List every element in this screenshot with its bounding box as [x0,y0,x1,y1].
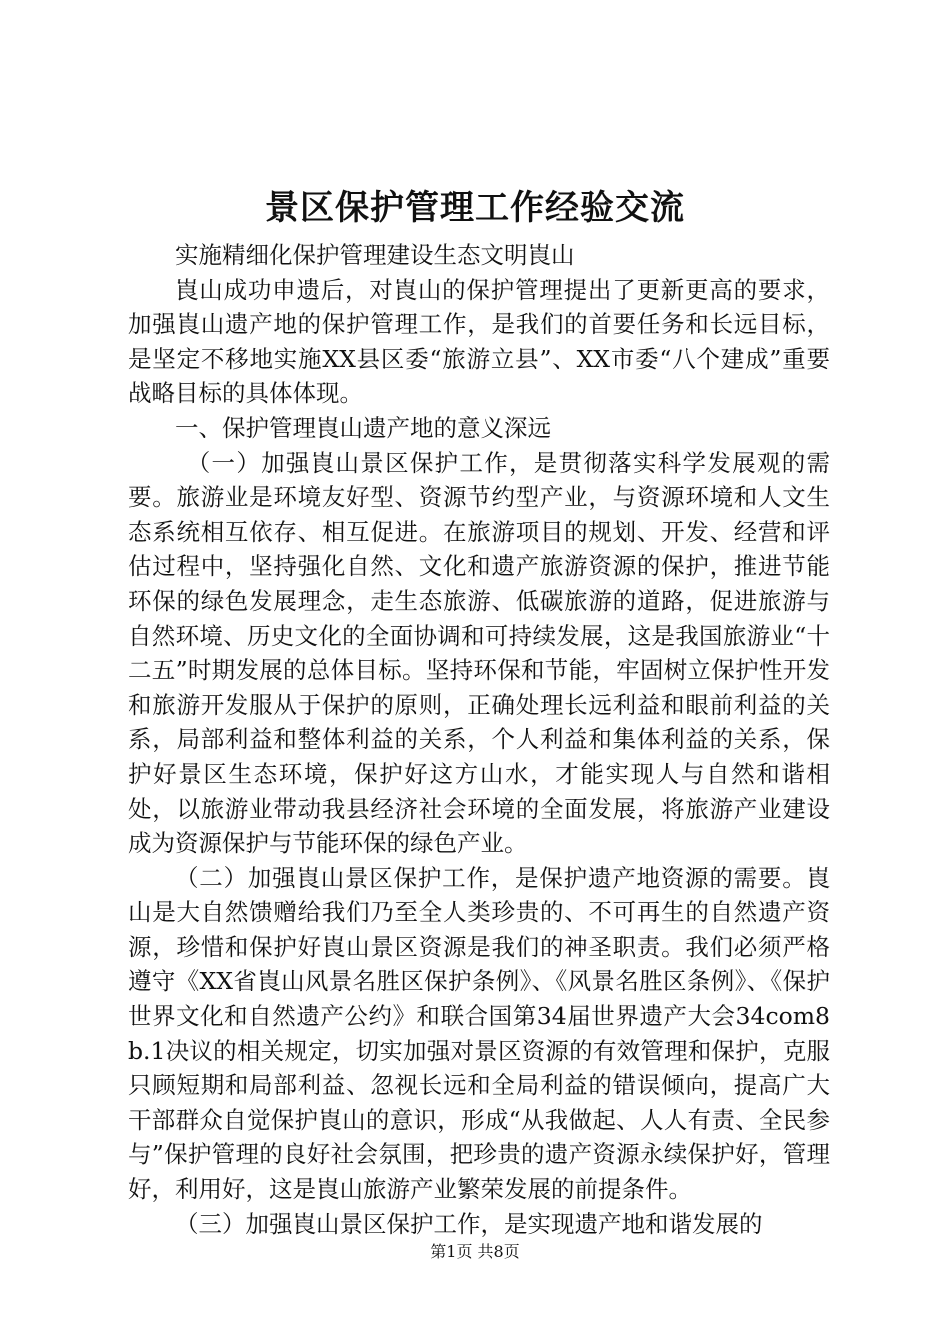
paragraph-item-1: （一）加强崀山景区保护工作，是贯彻落实科学发展观的需要。旅游业是环境友好型、资源节约型产业，与资源环境和人文生态系统相互依存、相互促进。在旅游项目的规划、开发、经营和评估过程中，坚持强化自然、文化和遗产旅游资源的保护，推进节能环保的绿色发展理念，走生态旅游、低碳旅游的道路，促进旅游与自然环境、历史文化的全面协调和可持续发展，这是我国旅游业“十二五”时期发展的总体目标。坚持环保和节能，牢固树立保护性开发和旅游开发服从于保护的原则，正确处理长远利益和眼前利益的关系，局部利益和整体利益的关系，个人利益和集体利益的关系，保护好景区生态环境，保护好这方山水，才能实现人与自然和谐相处，以旅游业带动我县经济社会环境的全面发展，将旅游产业建设成为资源保护与节能环保的绿色产业。 [128,448,830,858]
paragraph-item-2: （二）加强崀山景区保护工作，是保护遗产地资源的需要。崀山是大自然馈赠给我们乃至全人类珍贵的、不可再生的自然遗产资源，珍惜和保护好崀山景区资源是我们的神圣职责。我们必须严格遵守《XX省崀山风景名胜区保护条例》、《风景名胜区条例》、《保护世界文化和自然遗产公约》和联合国第34届世界遗产大会34com8b.1决议的相关规定，切实加强对景区资源的有效管理和保护，克服只顾短期和局部利益、忽视长远和全局利益的错误倾向，提高广大干部群众自觉保护崀山的意识，形成“从我做起、人人有责、全民参与”保护管理的良好社会氛围，把珍贵的遗产资源永续保护好，管理好，利用好，这是崀山旅游产业繁荣发展的前提条件。 [128,863,830,1204]
document-title: 景区保护管理工作经验交流 [265,188,685,228]
paragraph-item-3: （三）加强崀山景区保护工作，是实现遗产地和谐发展的 [175,1209,763,1238]
paragraph-intro: 崀山成功申遗后，对崀山的保护管理提出了更新更高的要求，加强崀山遗产地的保护管理工作，是我们的首要任务和长远目标，是坚定不移地实施XX县区委“旅游立县”、XX市委“八个建成”重要战略目标的具体体现。 [128,275,830,408]
paragraph-subtitle: 实施精细化保护管理建设生态文明崀山 [175,241,575,269]
section-heading-1: 一、保护管理崀山遗产地的意义深远 [175,413,551,442]
page-number-footer: 第1页 共8页 [430,1242,520,1261]
document-body [128,238,830,1241]
